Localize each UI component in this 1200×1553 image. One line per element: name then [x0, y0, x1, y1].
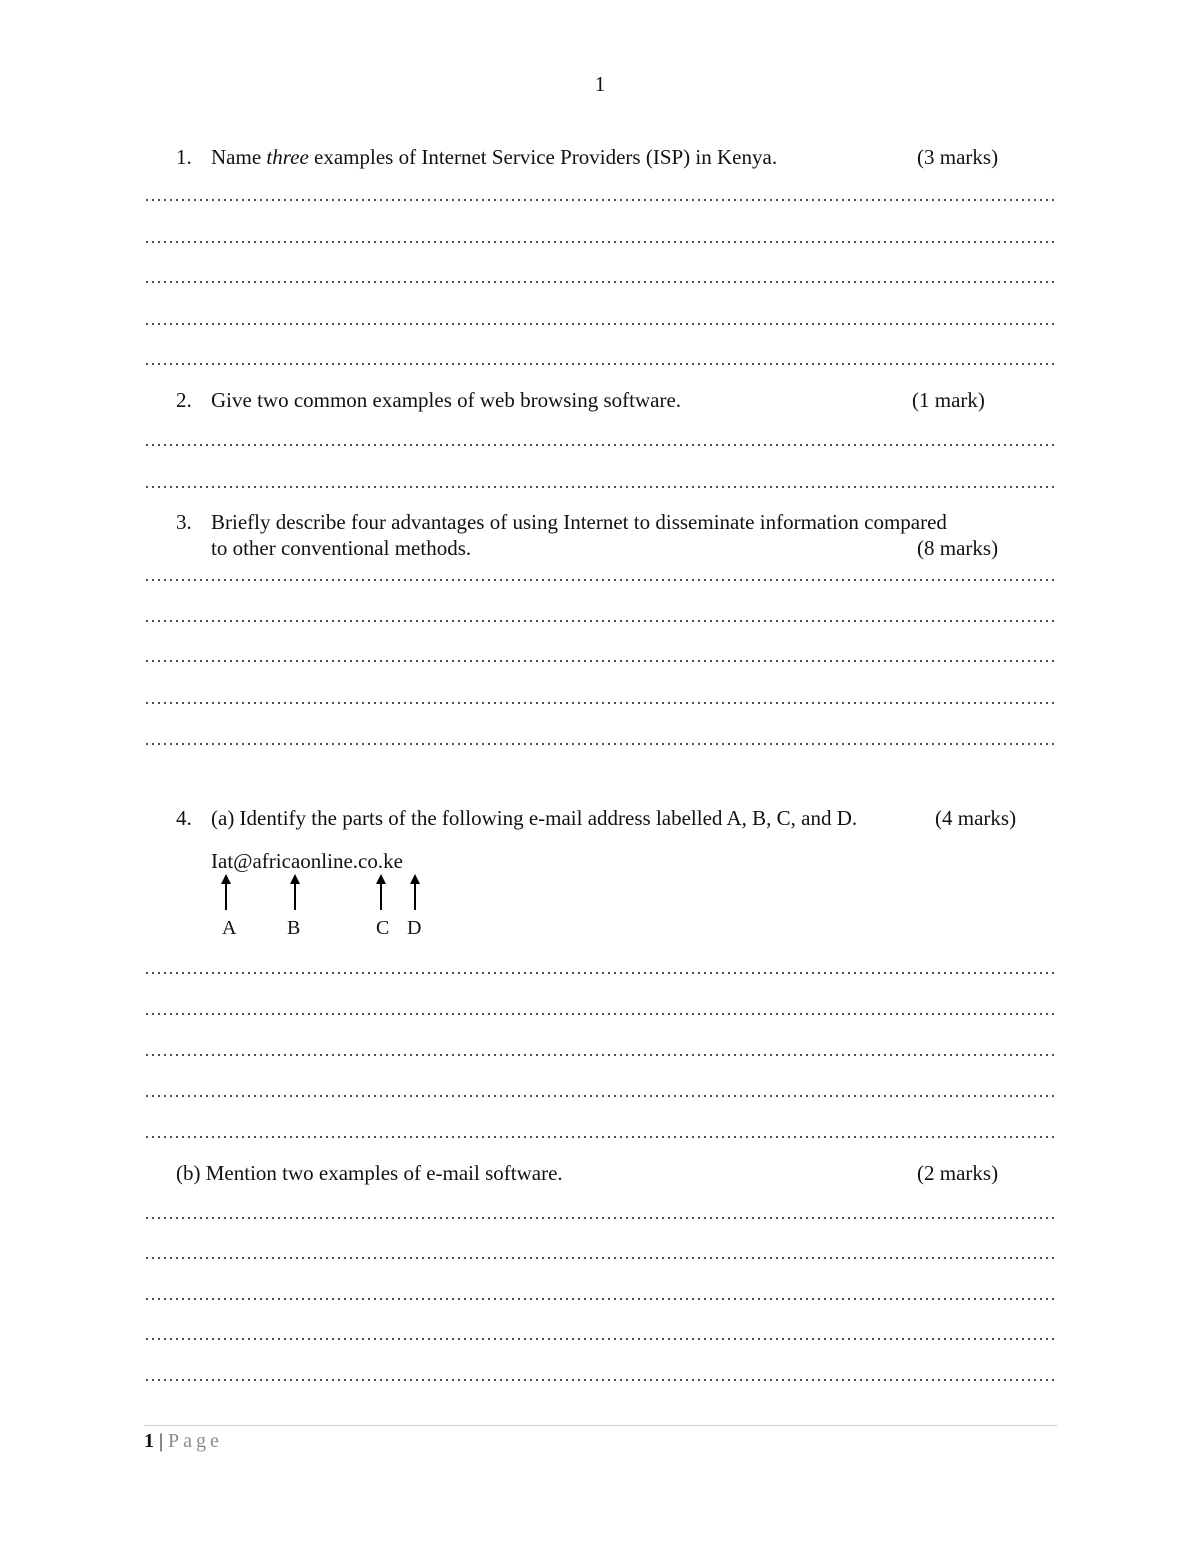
question-3-number: 3.: [176, 510, 192, 534]
answer-line[interactable]: [144, 362, 1056, 366]
answer-line[interactable]: [144, 742, 1056, 746]
answer-line[interactable]: [144, 701, 1056, 705]
answer-line[interactable]: [144, 1378, 1056, 1382]
answer-line[interactable]: [144, 1337, 1056, 1341]
answer-line[interactable]: [144, 1297, 1056, 1301]
email-address: Iat@africaonline.co.ke: [211, 849, 403, 873]
answer-line[interactable]: [144, 280, 1056, 284]
question-3-marks: (8 marks): [917, 536, 999, 560]
question-2-marks: (1 mark): [912, 388, 985, 412]
answer-line[interactable]: [144, 322, 1056, 326]
answer-line[interactable]: [144, 485, 1056, 489]
question-2-number: 2.: [176, 388, 192, 412]
question-2-text: Give two common examples of web browsing software.: [211, 388, 682, 412]
answer-line[interactable]: [144, 1135, 1056, 1139]
question-4b-text: (b) Mention two examples of e-mail software.: [176, 1161, 563, 1185]
question-4a-marks: (4 marks): [935, 806, 1017, 830]
footer-page-number: 1: [144, 1430, 154, 1452]
answer-line[interactable]: [144, 971, 1056, 975]
footer-divider: [144, 1425, 1057, 1426]
label-c: C: [376, 917, 390, 939]
answer-line[interactable]: [144, 443, 1056, 447]
question-1-number: 1.: [176, 145, 192, 169]
question-4a-text: (a) Identify the parts of the following e-mail address labelled A, B, C, and D.: [211, 806, 858, 830]
answer-line[interactable]: [144, 1256, 1056, 1260]
answer-line[interactable]: [144, 659, 1056, 663]
footer-page-label: Page: [168, 1430, 223, 1452]
arrow-shaft: [225, 882, 227, 910]
question-3-text-line-2: to other conventional methods.: [211, 536, 472, 560]
question-1-text: Name three examples of Internet Service Providers (ISP) in Kenya.: [211, 145, 778, 169]
answer-line[interactable]: [144, 1053, 1056, 1057]
question-3-text-line-1: Briefly describe four advantages of using Internet to disseminate information compared: [211, 510, 947, 534]
answer-line[interactable]: [144, 578, 1056, 582]
answer-line[interactable]: [144, 619, 1056, 623]
footer-separator: |: [159, 1430, 164, 1452]
label-d: D: [407, 917, 422, 939]
question-1-marks: (3 marks): [917, 145, 999, 169]
answer-line[interactable]: [144, 198, 1056, 202]
page-number-header: 1: [594, 72, 606, 96]
answer-line[interactable]: [144, 1216, 1056, 1220]
label-b: B: [287, 917, 301, 939]
question-4-number: 4.: [176, 806, 192, 830]
answer-line[interactable]: [144, 240, 1056, 244]
arrow-shaft: [380, 882, 382, 910]
answer-line[interactable]: [144, 1012, 1056, 1016]
arrow-shaft: [294, 882, 296, 910]
question-4b-marks: (2 marks): [917, 1161, 999, 1185]
answer-line[interactable]: [144, 1094, 1056, 1098]
page-footer: [144, 1430, 223, 1453]
label-a: A: [222, 917, 237, 939]
arrow-shaft: [414, 882, 416, 910]
